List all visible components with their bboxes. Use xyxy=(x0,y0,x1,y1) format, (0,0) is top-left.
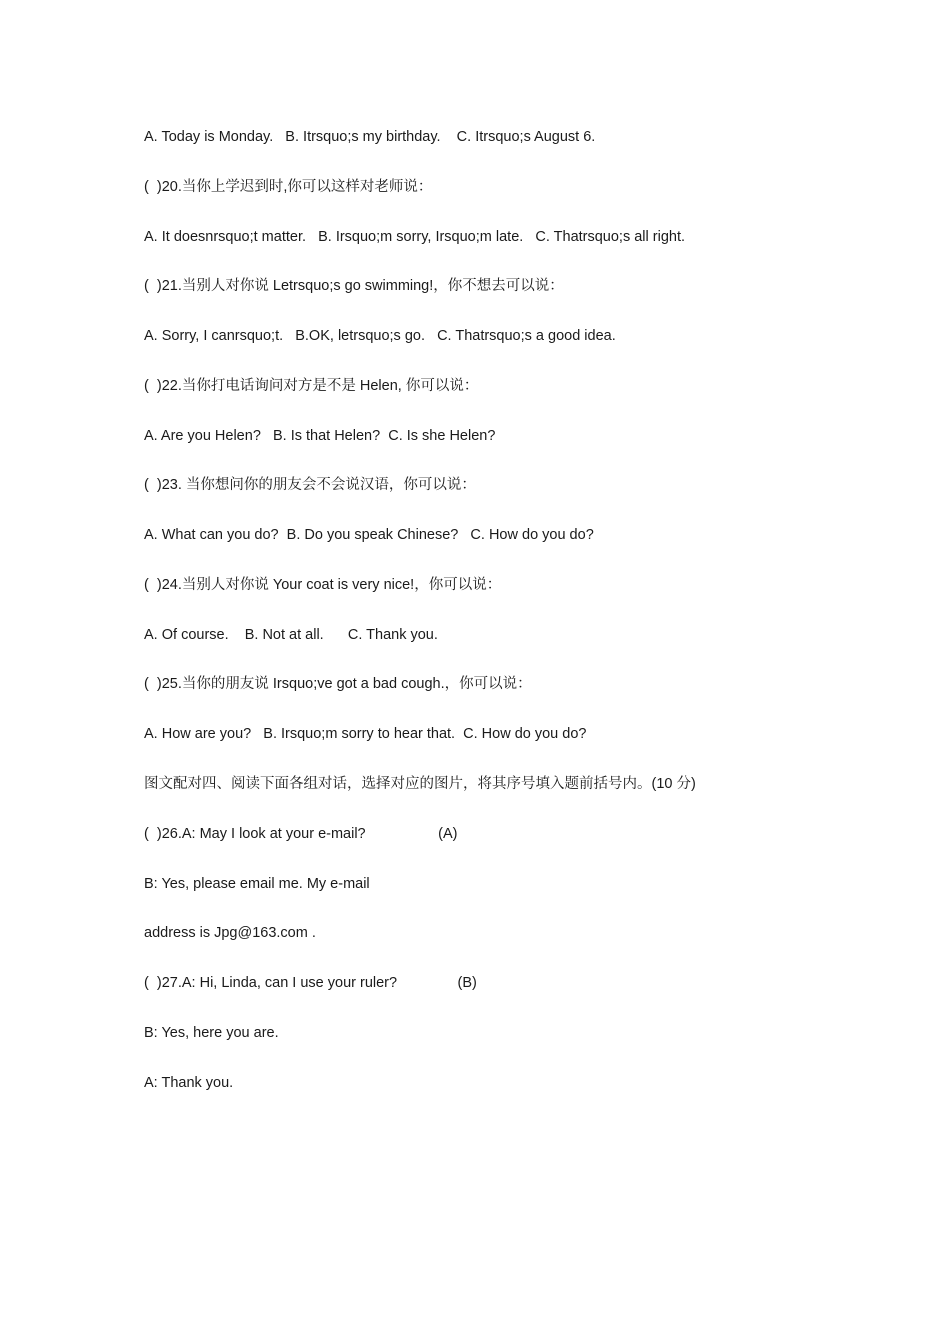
q27-line-3: A: Thank you. xyxy=(144,1075,234,1091)
q24-options: A. Of course. B. Not at all. C. Thank you. xyxy=(144,627,438,643)
q25-question: ( )25.当你的朋友说 Irsquo;ve got a bad cough.，你可以说： xyxy=(144,676,532,692)
q26-question: ( )26.A: May I look at your e-mail? (A) xyxy=(144,826,458,842)
q25-options: A. How are you? B. Irsquo;m sorry to hear that. C. How do you do? xyxy=(144,726,587,742)
q26-line-3: address is Jpg@163.com . xyxy=(144,925,316,941)
q22-options: A. Are you Helen? B. Is that Helen? C. Is she Helen? xyxy=(144,428,496,444)
q21-question: ( )21.当别人对你说 Letrsquo;s go swimming!，你不想去可以说： xyxy=(144,278,564,294)
q21-options: A. Sorry, I canrsquo;t. B.OK, letrsquo;s go. C. Thatrsquo;s a good idea. xyxy=(144,328,616,344)
q19-options: A. Today is Monday. B. Itrsquo;s my birthday. C. Itrsquo;s August 6. xyxy=(144,129,596,145)
q23-question: ( )23. 当你想问你的朋友会不会说汉语，你可以说： xyxy=(144,477,476,493)
q27-line-2: B: Yes, here you are. xyxy=(144,1025,279,1041)
q23-options: A. What can you do? B. Do you speak Chinese? C. How do you do? xyxy=(144,527,594,543)
q20-options: A. It doesnrsquo;t matter. B. Irsquo;m sorry, Irsquo;m late. C. Thatrsquo;s all right. xyxy=(144,229,686,245)
section-heading: 图文配对四、阅读下面各组对话，选择对应的图片，将其序号填入题前括号内。(10 分) xyxy=(144,776,696,792)
q27-question: ( )27.A: Hi, Linda, can I use your ruler? (B) xyxy=(144,975,477,991)
q24-question: ( )24.当别人对你说 Your coat is very nice!，你可以说： xyxy=(144,577,502,593)
q20-question: ( )20.当你上学迟到时,你可以这样对老师说： xyxy=(144,179,433,195)
q26-line-2: B: Yes, please email me. My e-mail xyxy=(144,876,370,892)
q22-question: ( )22.当你打电话询问对方是不是 Helen, 你可以说： xyxy=(144,378,479,394)
